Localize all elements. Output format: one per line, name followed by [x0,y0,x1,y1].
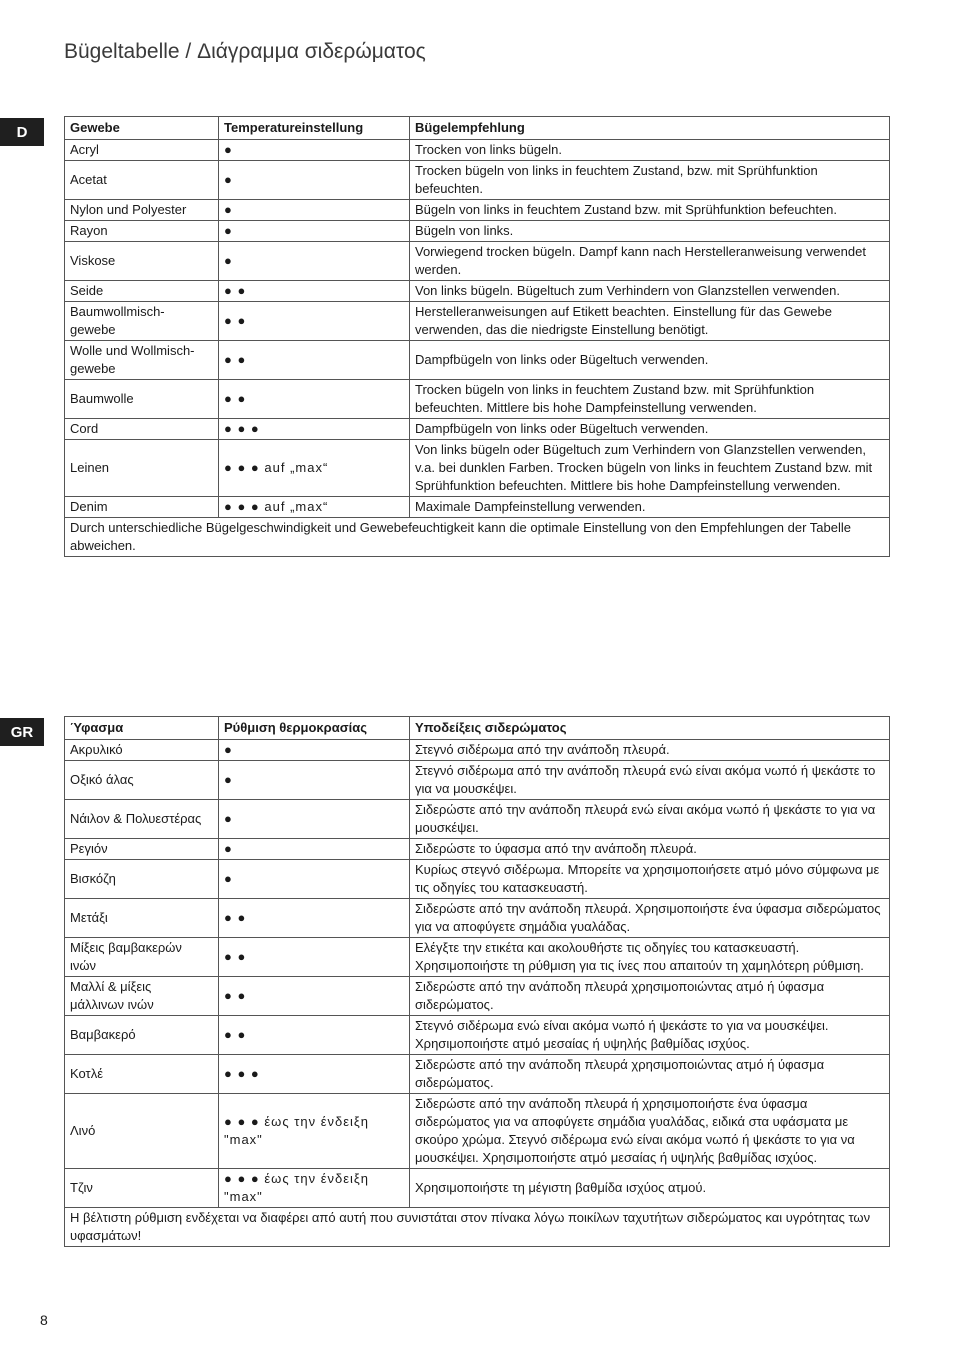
temperature-cell: ● [219,800,410,839]
fabric-cell: Ακρυλικό [65,740,219,761]
table-row [65,740,890,761]
table-row [65,140,890,161]
header-temperature: Temperatureinstellung [219,117,410,140]
temperature-cell: ● ● ● [219,419,410,440]
table-header-row [65,117,890,140]
recommendation-cell: Σιδερώστε από την ανάποδη πλευρά χρησιμοποιώντας ατμό ή ύφασμα σιδερώματος. [410,1055,890,1094]
fabric-cell: Seide [65,281,219,302]
recommendation-cell: Trocken bügeln von links in feuchtem Zustand bzw. mit Sprühfunktion befeuchten. Mittlere bis hohe Dampfeinstellung verwenden. [410,380,890,419]
table-row [65,281,890,302]
fabric-cell: Baumwollmisch- gewebe [65,302,219,341]
temperature-cell: ● [219,839,410,860]
table-row [65,977,890,1016]
recommendation-cell: Bügeln von links in feuchtem Zustand bzw. mit Sprühfunktion befeuchten. [410,200,890,221]
fabric-cell: Nylon und Polyester [65,200,219,221]
table-row [65,1055,890,1094]
fabric-cell: Denim [65,497,219,518]
fabric-cell: Μετάξι [65,899,219,938]
language-tab-gr: GR [0,718,44,746]
table-row [65,1169,890,1208]
recommendation-cell: Dampfbügeln von links oder Bügeltuch verwenden. [410,419,890,440]
fabric-cell: Acryl [65,140,219,161]
temperature-cell: ● ● ● [219,1055,410,1094]
fabric-cell: Ρεγιόν [65,839,219,860]
table-row [65,341,890,380]
temperature-cell: ● ● [219,380,410,419]
recommendation-cell: Σιδερώστε το ύφασμα από την ανάποδη πλευρά. [410,839,890,860]
table-row [65,938,890,977]
recommendation-cell: Maximale Dampfeinstellung verwenden. [410,497,890,518]
temperature-cell: ● ● ● auf „max“ [219,440,410,497]
table-note-row [65,518,890,557]
header-recommendation: Bügelempfehlung [410,117,890,140]
recommendation-cell: Σιδερώστε από την ανάποδη πλευρά ενώ είναι ακόμα νωπό ή ψεκάστε το για να μουσκέψει. [410,800,890,839]
fabric-cell: Leinen [65,440,219,497]
fabric-cell: Wolle und Wollmisch- gewebe [65,341,219,380]
table-row [65,1094,890,1169]
temperature-cell: ● [219,761,410,800]
table-row [65,800,890,839]
fabric-cell: Τζιν [65,1169,219,1208]
recommendation-cell: Herstelleranweisungen auf Etikett beachten. Einstellung für das Gewebe verwenden, das die niedrigste Einstellung benötigt. [410,302,890,341]
fabric-cell: Λινό [65,1094,219,1169]
recommendation-cell: Στεγνό σιδέρωμα ενώ είναι ακόμα νωπό ή ψεκάστε το για να μουσκέψει. Χρησιμοποιήστε ατμό μεσαίας ή υψηλής βαθμίδας ισχύος. [410,1016,890,1055]
fabric-cell: Βαμβακερό [65,1016,219,1055]
table-note: Durch unterschiedliche Bügelgeschwindigkeit und Gewebefeuchtigkeit kann die optimale Einstellung von den Empfehlungen der Tabelle abweichen. [65,518,890,557]
temperature-cell: ● ● ● έως την ένδειξη "max" [219,1169,410,1208]
fabric-cell: Rayon [65,221,219,242]
table-row [65,1016,890,1055]
fabric-cell: Acetat [65,161,219,200]
recommendation-cell: Στεγνό σιδέρωμα από την ανάποδη πλευρά ενώ είναι ακόμα νωπό ή ψεκάστε το για να μουσκέψει. [410,761,890,800]
table-row [65,302,890,341]
table-row [65,380,890,419]
temperature-cell: ● ● [219,302,410,341]
recommendation-cell: Von links bügeln oder Bügeltuch zum Verhindern von Glanzstellen verwenden, v.a. bei dunklen Farben. Trocken bügeln von links in feuchtem Zustand bzw. mit Sprühfunktion befeuchten. Mittlere bis hohe Dampfeinstellung verwenden. [410,440,890,497]
temperature-cell: ● [219,242,410,281]
temperature-cell: ● ● [219,281,410,302]
temperature-cell: ● [219,140,410,161]
temperature-cell: ● ● [219,1016,410,1055]
table-row [65,440,890,497]
recommendation-cell: Σιδερώστε από την ανάποδη πλευρά χρησιμοποιώντας ατμό ή ύφασμα σιδερώματος. [410,977,890,1016]
recommendation-cell: Trocken bügeln von links in feuchtem Zustand, bzw. mit Sprühfunktion befeuchten. [410,161,890,200]
temperature-cell: ● [219,740,410,761]
temperature-cell: ● ● [219,341,410,380]
header-fabric: Ύφασμα [65,717,219,740]
temperature-cell: ● ● ● auf „max“ [219,497,410,518]
fabric-cell: Cord [65,419,219,440]
temperature-cell: ● [219,161,410,200]
recommendation-cell: Κυρίως στεγνό σιδέρωμα. Μπορείτε να χρησιμοποιήσετε ατμό μόνο σύμφωνα με τις οδηγίες του κατασκευαστή. [410,860,890,899]
table-row [65,242,890,281]
recommendation-cell: Στεγνό σιδέρωμα από την ανάποδη πλευρά. [410,740,890,761]
fabric-cell: Μίξεις βαμβακερών ινών [65,938,219,977]
recommendation-cell: Χρησιμοποιήστε τη μέγιστη βαθμίδα ισχύος ατμού. [410,1169,890,1208]
fabric-cell: Viskose [65,242,219,281]
recommendation-cell: Von links bügeln. Bügeltuch zum Verhindern von Glanzstellen verwenden. [410,281,890,302]
table-row [65,899,890,938]
temperature-cell: ● [219,200,410,221]
ironing-table-de [64,116,890,557]
table-row [65,419,890,440]
language-tab-de: D [0,118,44,146]
header-recommendation: Υποδείξεις σιδερώματος [410,717,890,740]
recommendation-cell: Σιδερώστε από την ανάποδη πλευρά. Χρησιμοποιήστε ένα ύφασμα σιδερώματος για να αποφύγετε σημάδια γυαλάδας. [410,899,890,938]
table-row [65,860,890,899]
table-row [65,200,890,221]
recommendation-cell: Ελέγξτε την ετικέτα και ακολουθήστε τις οδηγίες του κατασκευαστή. Χρησιμοποιήστε τη ρύθμιση για τις ίνες που απαιτούν τη χαμηλότερη ρύθμιση. [410,938,890,977]
temperature-cell: ● ● [219,899,410,938]
page-title: Bügeltabelle / Διάγραμμα σιδερώματος [64,40,426,63]
table-row [65,497,890,518]
fabric-cell: Νάιλον & Πολυεστέρας [65,800,219,839]
table-note: Η βέλτιστη ρύθμιση ενδέχεται να διαφέρει από αυτή που συνιστάται στον πίνακα λόγω ποικίλων ταχυτήτων σιδερώματος και υγρότητας των υφασμάτων! [65,1208,890,1247]
temperature-cell: ● [219,221,410,242]
recommendation-cell: Trocken von links bügeln. [410,140,890,161]
table-row [65,221,890,242]
header-fabric: Gewebe [65,117,219,140]
table-row [65,761,890,800]
header-temperature: Ρύθμιση θερμοκρασίας [219,717,410,740]
temperature-cell: ● ● ● έως την ένδειξη "max" [219,1094,410,1169]
table-note-row [65,1208,890,1247]
fabric-cell: Βισκόζη [65,860,219,899]
temperature-cell: ● ● [219,938,410,977]
fabric-cell: Οξικό άλας [65,761,219,800]
recommendation-cell: Vorwiegend trocken bügeln. Dampf kann nach Herstelleranweisung verwendet werden. [410,242,890,281]
fabric-cell: Baumwolle [65,380,219,419]
temperature-cell: ● [219,860,410,899]
fabric-cell: Κοτλέ [65,1055,219,1094]
recommendation-cell: Dampfbügeln von links oder Bügeltuch verwenden. [410,341,890,380]
table-header-row [65,717,890,740]
recommendation-cell: Σιδερώστε από την ανάποδη πλευρά ή χρησιμοποιήστε ένα ύφασμα σιδερώματος για να αποφύγετε σημάδια γυαλάδας, ειδικά στα υφάσματα με σκούρο χρώμα. Στεγνό σιδέρωμα ενώ είναι ακόμα νωπό ή ψεκάστε το για να μουσκέψει. Χρησιμοποιήστε ατμό μεσαίας ή υψηλής βαθμίδας ισχύος. [410,1094,890,1169]
table-row [65,161,890,200]
page-number: 8 [40,1312,48,1328]
ironing-table-gr [64,716,890,1247]
temperature-cell: ● ● [219,977,410,1016]
table-row [65,839,890,860]
recommendation-cell: Bügeln von links. [410,221,890,242]
fabric-cell: Μαλλί & μίξεις μάλλινων ινών [65,977,219,1016]
